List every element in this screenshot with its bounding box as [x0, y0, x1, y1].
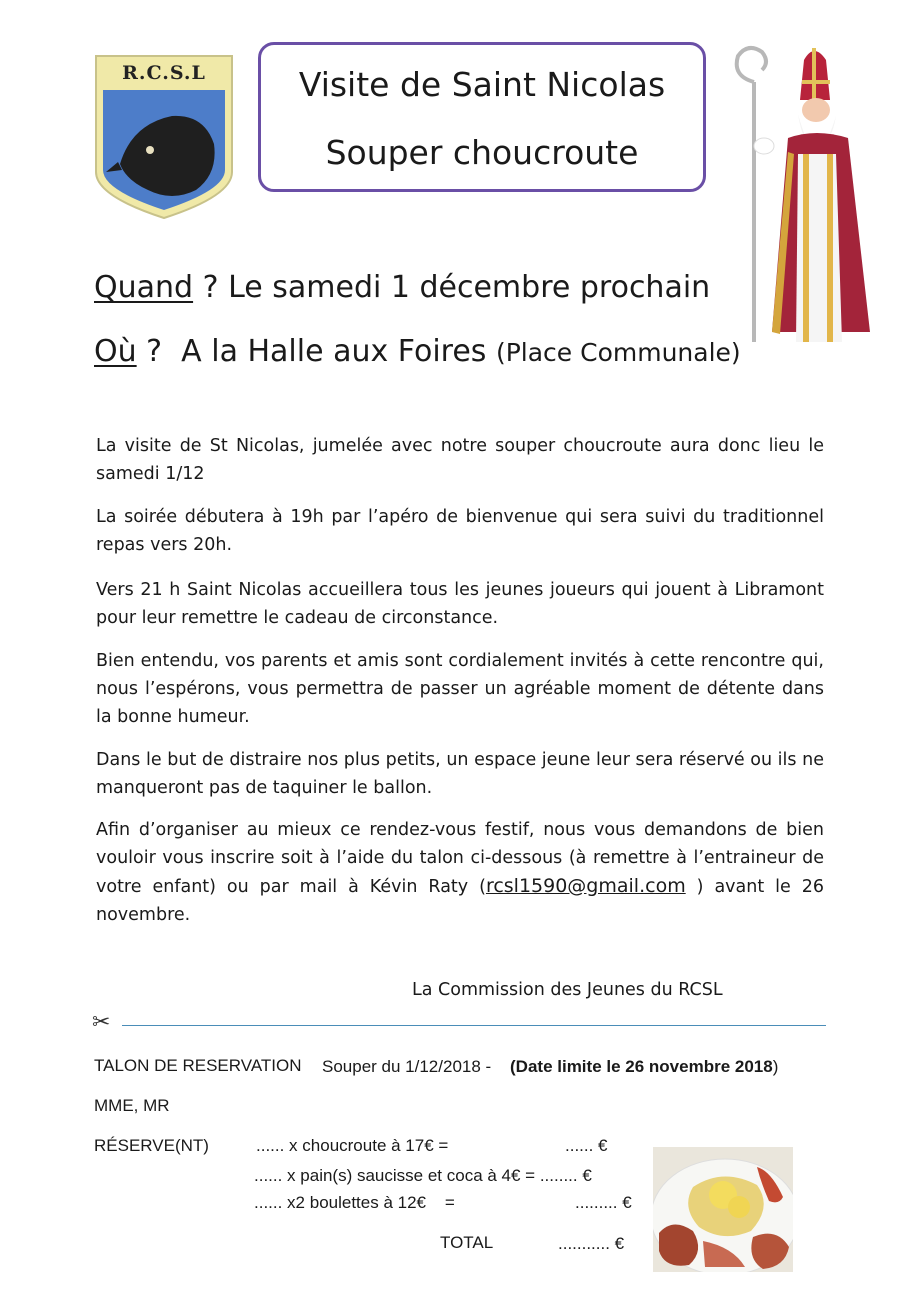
choucroute-amount: ...... € — [565, 1136, 608, 1155]
meatballs-amount: ......... € — [575, 1193, 632, 1212]
name-field-label: MME, MR — [94, 1096, 170, 1115]
where-text: ? A la Halle aux Foires — [136, 334, 496, 369]
where-detail: (Place Communale) — [495, 338, 741, 367]
deadline-text: Date limite le 26 novembre 2018 — [515, 1057, 773, 1076]
registration-deadline-text: ) avant le 26 novembre. — [96, 877, 825, 925]
paragraph-visit: La visite de St Nicolas, jumelée avec notre souper choucroute aura donc lieu le samedi 1/12 — [96, 436, 824, 484]
paragraph-saint-visit: Vers 21 h Saint Nicolas accueillera tous les jeunes joueurs qui jouent à Libramont pour leur remettre le cadeau de circonstance. — [96, 580, 824, 628]
where-heading — [94, 334, 741, 369]
cut-line — [122, 1025, 826, 1026]
registration-text: Afin d’organiser au mieux ce rendez-vous festif, nous vous demandons de bien vouloir vous inscrire soit à l’aide du talon ci-dessous (à remettre à l’entraineur de votre enfant) ou par mail à Kévin Raty ( — [96, 820, 824, 897]
total-label: TOTAL — [440, 1233, 494, 1252]
signature: La Commission des Jeunes du RCSL — [412, 980, 723, 1000]
deadline-open: ( — [510, 1057, 516, 1076]
total-amount: ........... € — [558, 1234, 625, 1253]
reserve-label: RÉSERVE(NT) — [94, 1136, 209, 1155]
paragraph-registration — [96, 816, 824, 929]
when-text: ? Le samedi 1 décembre prochain — [193, 270, 711, 305]
scissors-icon: ✂ — [92, 1010, 111, 1035]
paragraph-invitation: Bien entendu, vos parents et amis sont cordialement invités à cette rencontre qui, nous l’espérons, vous permettra de passer un agréable moment de détente dans la bonne humeur. — [96, 651, 824, 727]
when-label: Quand — [94, 270, 194, 305]
meatballs-line: ...... x2 boulettes à 12€ = — [254, 1193, 455, 1212]
title-box — [258, 42, 706, 192]
title-line-2: Souper choucroute — [325, 133, 639, 172]
logo-text: R.C.S.L — [122, 62, 206, 84]
saint-nicolas-image — [728, 42, 878, 347]
choucroute-plate-image — [653, 1147, 793, 1272]
sandwich-line: ...... x pain(s) saucisse et coca à 4€ = ........ € — [254, 1166, 592, 1185]
title-line-1: Visite de Saint Nicolas — [298, 65, 666, 104]
when-heading — [94, 270, 710, 305]
reservation-title: TALON DE RESERVATION — [94, 1056, 302, 1075]
email-link[interactable]: rcsl1590@gmail.com — [485, 875, 686, 897]
paragraph-schedule: La soirée débutera à 19h par l’apéro de bienvenue qui sera suivi du traditionnel repas vers 20h. — [96, 507, 824, 555]
where-label: Où — [94, 334, 137, 369]
choucroute-line: ...... x choucroute à 17€ = — [256, 1136, 449, 1155]
deadline-close: ) — [772, 1057, 779, 1076]
paragraph-kids-space: Dans le but de distraire nos plus petits, un espace jeune leur sera réservé ou ils ne manqueront pas de taquiner le ballon. — [96, 750, 824, 798]
reservation-date: Souper du 1/12/2018 - — [322, 1057, 492, 1076]
rcsl-logo — [92, 54, 236, 220]
reservation-deadline — [510, 1057, 778, 1077]
